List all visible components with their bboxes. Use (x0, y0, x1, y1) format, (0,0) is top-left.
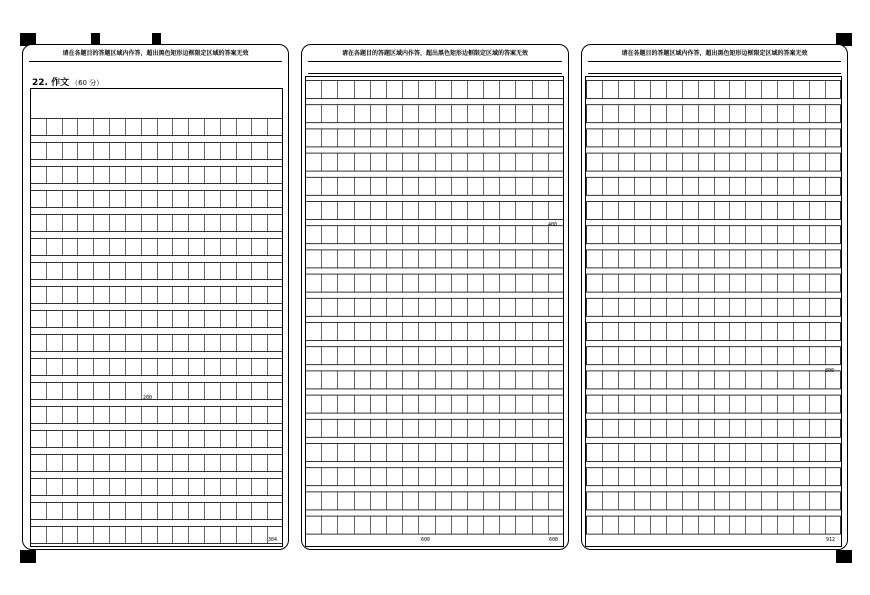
char-count-marker: 608 (549, 537, 559, 543)
grid-row (306, 202, 564, 220)
grid-row (306, 177, 564, 195)
grid-row (587, 105, 841, 123)
grid-row (306, 153, 564, 171)
writing-grid (586, 80, 841, 548)
grid-row (31, 503, 283, 520)
grid-row (31, 143, 283, 160)
grid-row (306, 298, 564, 316)
grid-row (306, 129, 564, 147)
panel-header: 请在各题目的答题区域内作答，超出黑色矩形边框限定区域的答案无效 (341, 50, 528, 57)
grid-row (306, 492, 564, 510)
grid-row (587, 395, 841, 413)
divider (308, 61, 562, 62)
grid-row (587, 444, 841, 462)
grid-row (587, 226, 841, 244)
grid-row (31, 119, 283, 136)
grid-row (306, 226, 564, 244)
char-count-marker: 600 (421, 537, 431, 543)
writing-grid (305, 80, 564, 548)
grid-row (306, 468, 564, 486)
grid-row (306, 105, 564, 123)
grid-row (587, 250, 841, 268)
grid-row (587, 323, 841, 341)
registration-mark-bottom-right (836, 550, 852, 563)
divider (588, 73, 841, 74)
char-count-marker: 200 (143, 395, 153, 401)
grid-row (31, 167, 283, 184)
grid-row (31, 359, 283, 376)
writing-grid (30, 118, 283, 548)
grid-row (31, 287, 283, 304)
grid-row (31, 407, 283, 424)
grid-row (587, 177, 841, 195)
grid-row (306, 250, 564, 268)
char-count-marker: 400 (548, 222, 558, 228)
panel-header: 请在各题目的答题区域内作答，超出黑色矩形边框限定区域的答案无效 (621, 50, 808, 57)
grid-row (31, 479, 283, 496)
question-number: 22. 作文 (32, 78, 70, 88)
grid-row (306, 274, 564, 292)
char-count-marker: 912 (826, 537, 836, 543)
grid-row (31, 311, 283, 328)
grid-row (306, 347, 564, 365)
grid-row (587, 516, 841, 534)
grid-row (306, 81, 564, 99)
grid-row (587, 419, 841, 437)
grid-row (306, 395, 564, 413)
grid-row (31, 239, 283, 256)
divider (588, 61, 841, 62)
grid-row (306, 419, 564, 437)
question-title (32, 78, 103, 88)
grid-row (587, 371, 841, 389)
grid-row (31, 215, 283, 232)
grid-row (587, 81, 841, 99)
grid-row (587, 347, 841, 365)
grid-row (31, 455, 283, 472)
grid-row (306, 371, 564, 389)
panel-header: 请在各题目的答题区域内作答，超出黑色矩形边框限定区域的答案无效 (62, 50, 249, 57)
grid-row (31, 383, 283, 400)
question-score: （60 分） (71, 79, 104, 87)
grid-row (31, 191, 283, 208)
grid-row (31, 335, 283, 352)
grid-row (31, 263, 283, 280)
char-count-marker: 800 (825, 368, 835, 374)
grid-row (587, 129, 841, 147)
grid-row (31, 431, 283, 448)
grid-row (587, 468, 841, 486)
grid-row (587, 298, 841, 316)
grid-row (587, 492, 841, 510)
grid-row (306, 444, 564, 462)
grid-row (587, 153, 841, 171)
registration-mark-bottom-left (20, 550, 36, 563)
divider (29, 61, 282, 62)
grid-row (587, 274, 841, 292)
grid-row (306, 323, 564, 341)
char-count-marker: 304 (268, 537, 278, 543)
grid-row (587, 202, 841, 220)
grid-row (31, 527, 283, 544)
grid-row (306, 516, 564, 534)
divider (308, 73, 562, 74)
